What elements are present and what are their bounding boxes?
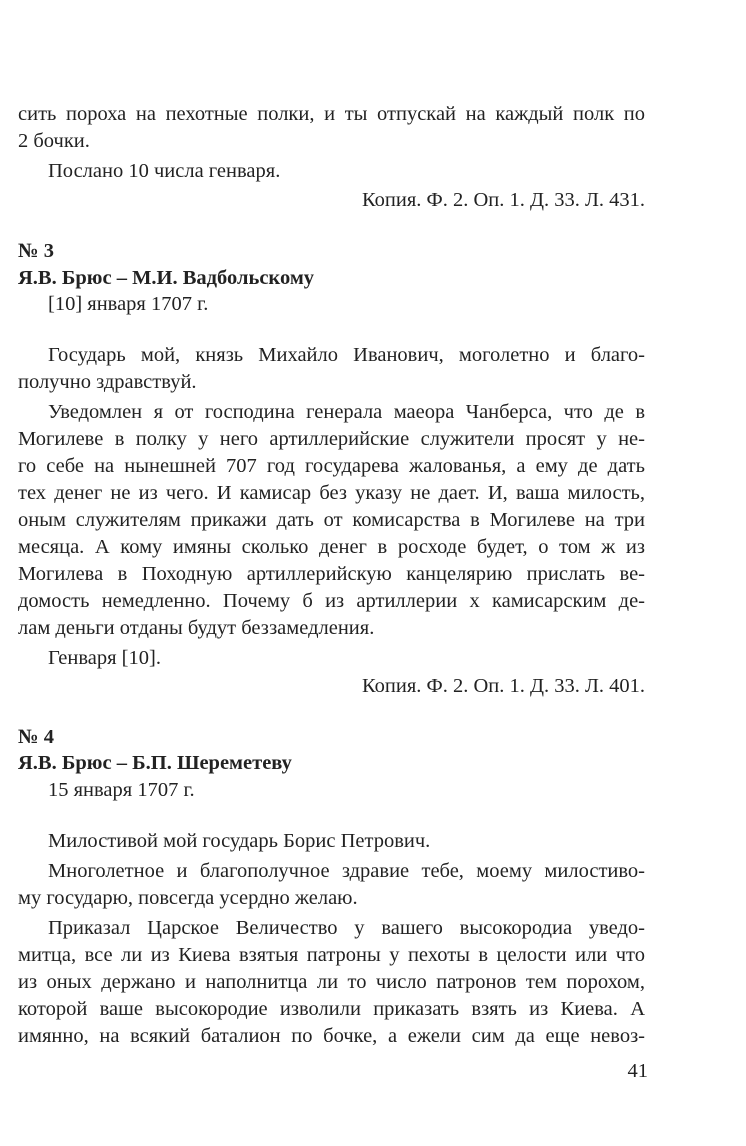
document-title: Я.В. Брюс – М.И. Вадбольскому	[18, 267, 315, 289]
text-line: которой ваше высокородие изволили приказать взять из Киева. А	[18, 998, 645, 1020]
text-line: сить пороха на пехотные полки, и ты отпускай на каждый полк по	[18, 103, 645, 125]
document-date: 15 января 1707 г.	[48, 779, 195, 801]
archive-source: Копия. Ф. 2. Оп. 1. Д. 33. Л. 401.	[361, 675, 645, 697]
document-date: [10] января 1707 г.	[48, 293, 209, 315]
text-line: му государю, повсегда усердно желаю.	[18, 887, 358, 909]
text-line: тех денег не из чего. И камисар без указу не дает. И, ваша милость,	[18, 482, 645, 504]
document-number: № 3	[18, 240, 54, 262]
text-line: Могилеве в полку у него артиллерийские служители просят у не-	[18, 428, 645, 450]
document-title: Я.В. Брюс – Б.П. Шереметеву	[18, 752, 292, 774]
document-number: № 4	[18, 726, 54, 748]
text-line: Многолетное и благополучное здравие тебе, моему милостиво-	[48, 860, 645, 882]
text-line: Уведомлен я от господина генерала маеора Чанберса, что де в	[48, 401, 645, 423]
text-line: го себе на нынешней 707 год государева жалованья, а ему де дать	[18, 455, 645, 477]
text-line: получно здравствуй.	[18, 371, 197, 393]
text-line: из оных держано и наполнитца ли то число патронов тем порохом,	[18, 971, 645, 993]
text-line: Послано 10 числа генваря.	[48, 160, 281, 182]
archive-source: Копия. Ф. 2. Оп. 1. Д. 33. Л. 431.	[361, 189, 645, 211]
text-line: Могилева в Походную артиллерийскую канцелярию прислать ве-	[18, 563, 645, 585]
text-line: месяца. А кому имяны сколько денег в росходе будет, о том ж из	[18, 536, 645, 558]
text-line: Милостивой мой государь Борис Петрович.	[48, 830, 431, 852]
text-line: митца, все ли из Киева взятыя патроны у пехоты в целости или что	[18, 944, 645, 966]
text-line: лам деньги отданы будут беззамедления.	[18, 617, 375, 639]
page-number: 41	[627, 1060, 648, 1082]
text-line: имянно, на всякий баталион по бочке, а ежели сим да еще невоз-	[18, 1025, 645, 1047]
text-line: Генваря [10].	[48, 647, 161, 669]
text-line: 2 бочки.	[18, 130, 90, 152]
text-line: Приказал Царское Величество у вашего высокородиа уведо-	[48, 917, 645, 939]
text-line: домость немедленно. Почему б из артиллерии х камисарским де-	[18, 590, 645, 612]
text-line: оным служителям прикажи дать от комисарства в Могилеве на три	[18, 509, 645, 531]
text-line: Государь мой, князь Михайло Иванович, моголетно и благо-	[48, 344, 645, 366]
